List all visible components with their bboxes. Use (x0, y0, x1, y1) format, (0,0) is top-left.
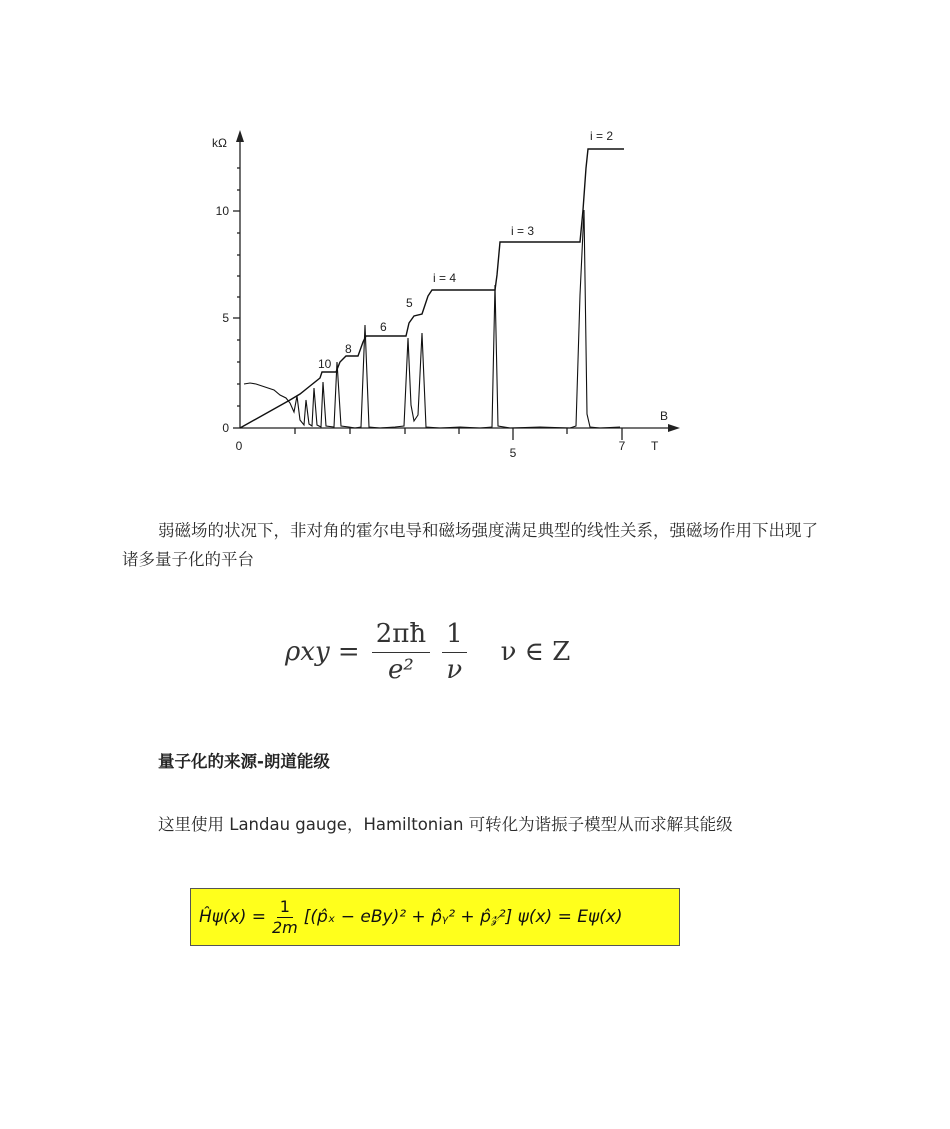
y-unit-label: kΩ (212, 136, 227, 150)
x-unit-label: T (651, 439, 659, 453)
plateau-label: i = 4 (433, 271, 457, 285)
plateau-label: i = 3 (511, 224, 535, 238)
x-var-label: B (660, 409, 669, 423)
plateau-label: 8 (345, 342, 352, 356)
eq2-bracket: [(p̂ₓ − eBy)² + p̂ᵧ² + p̂𝓏²] ψ(x) = Eψ(x) (303, 907, 623, 927)
hall-resistance-curve (240, 149, 624, 428)
paragraph-landau-gauge: 这里使用 Landau gauge，Hamiltonian 可转化为谐振子模型从而求解其能级 (158, 815, 733, 834)
plateau-label: i = 2 (590, 129, 614, 143)
y-axis-arrow-icon (236, 130, 244, 142)
paragraph-hall-description: 弱磁场的状况下，非对角的霍尔电导和磁场强度满足典型的线性关系，强磁场作用下出现了诸多量子化的平台 (122, 521, 818, 569)
plateau-label: 6 (380, 320, 387, 334)
eq1-frac1-den: e² (387, 654, 414, 685)
section-heading: 量子化的来源-朗道能级 (158, 752, 330, 771)
x-tick-label: 7 (618, 439, 626, 453)
hall-effect-figure (200, 120, 700, 465)
eq1-fraction (442, 620, 467, 684)
eq2-frac-den: 2m (271, 917, 298, 937)
x-tick-label: 5 (509, 446, 517, 460)
x-axis-arrow-icon (668, 424, 680, 432)
eq2-fraction (272, 898, 298, 936)
y-tick-label: 0 (222, 421, 229, 435)
x-tick-label: 0 (235, 439, 243, 453)
eq2-lhs: Ĥψ(x) = (199, 907, 266, 927)
eq1-fraction (372, 620, 430, 684)
hall-resistance-plot (200, 120, 700, 465)
eq1-frac2-den: ν (446, 654, 463, 685)
y-tick-label: 10 (215, 204, 229, 218)
plateau-label: 5 (406, 296, 413, 310)
hamiltonian-equation (190, 888, 680, 946)
y-tick-label: 5 (222, 311, 229, 325)
eq1-tail: ν ∈ Z (500, 637, 571, 668)
eq1-lhs: ρxy = (285, 637, 360, 668)
eq2-frac-num: 1 (277, 898, 293, 918)
resistivity-equation (285, 620, 570, 684)
plateau-label: 10 (318, 357, 332, 371)
eq1-frac2-num: 1 (442, 620, 467, 653)
eq1-frac1-num: 2πħ (372, 620, 430, 653)
